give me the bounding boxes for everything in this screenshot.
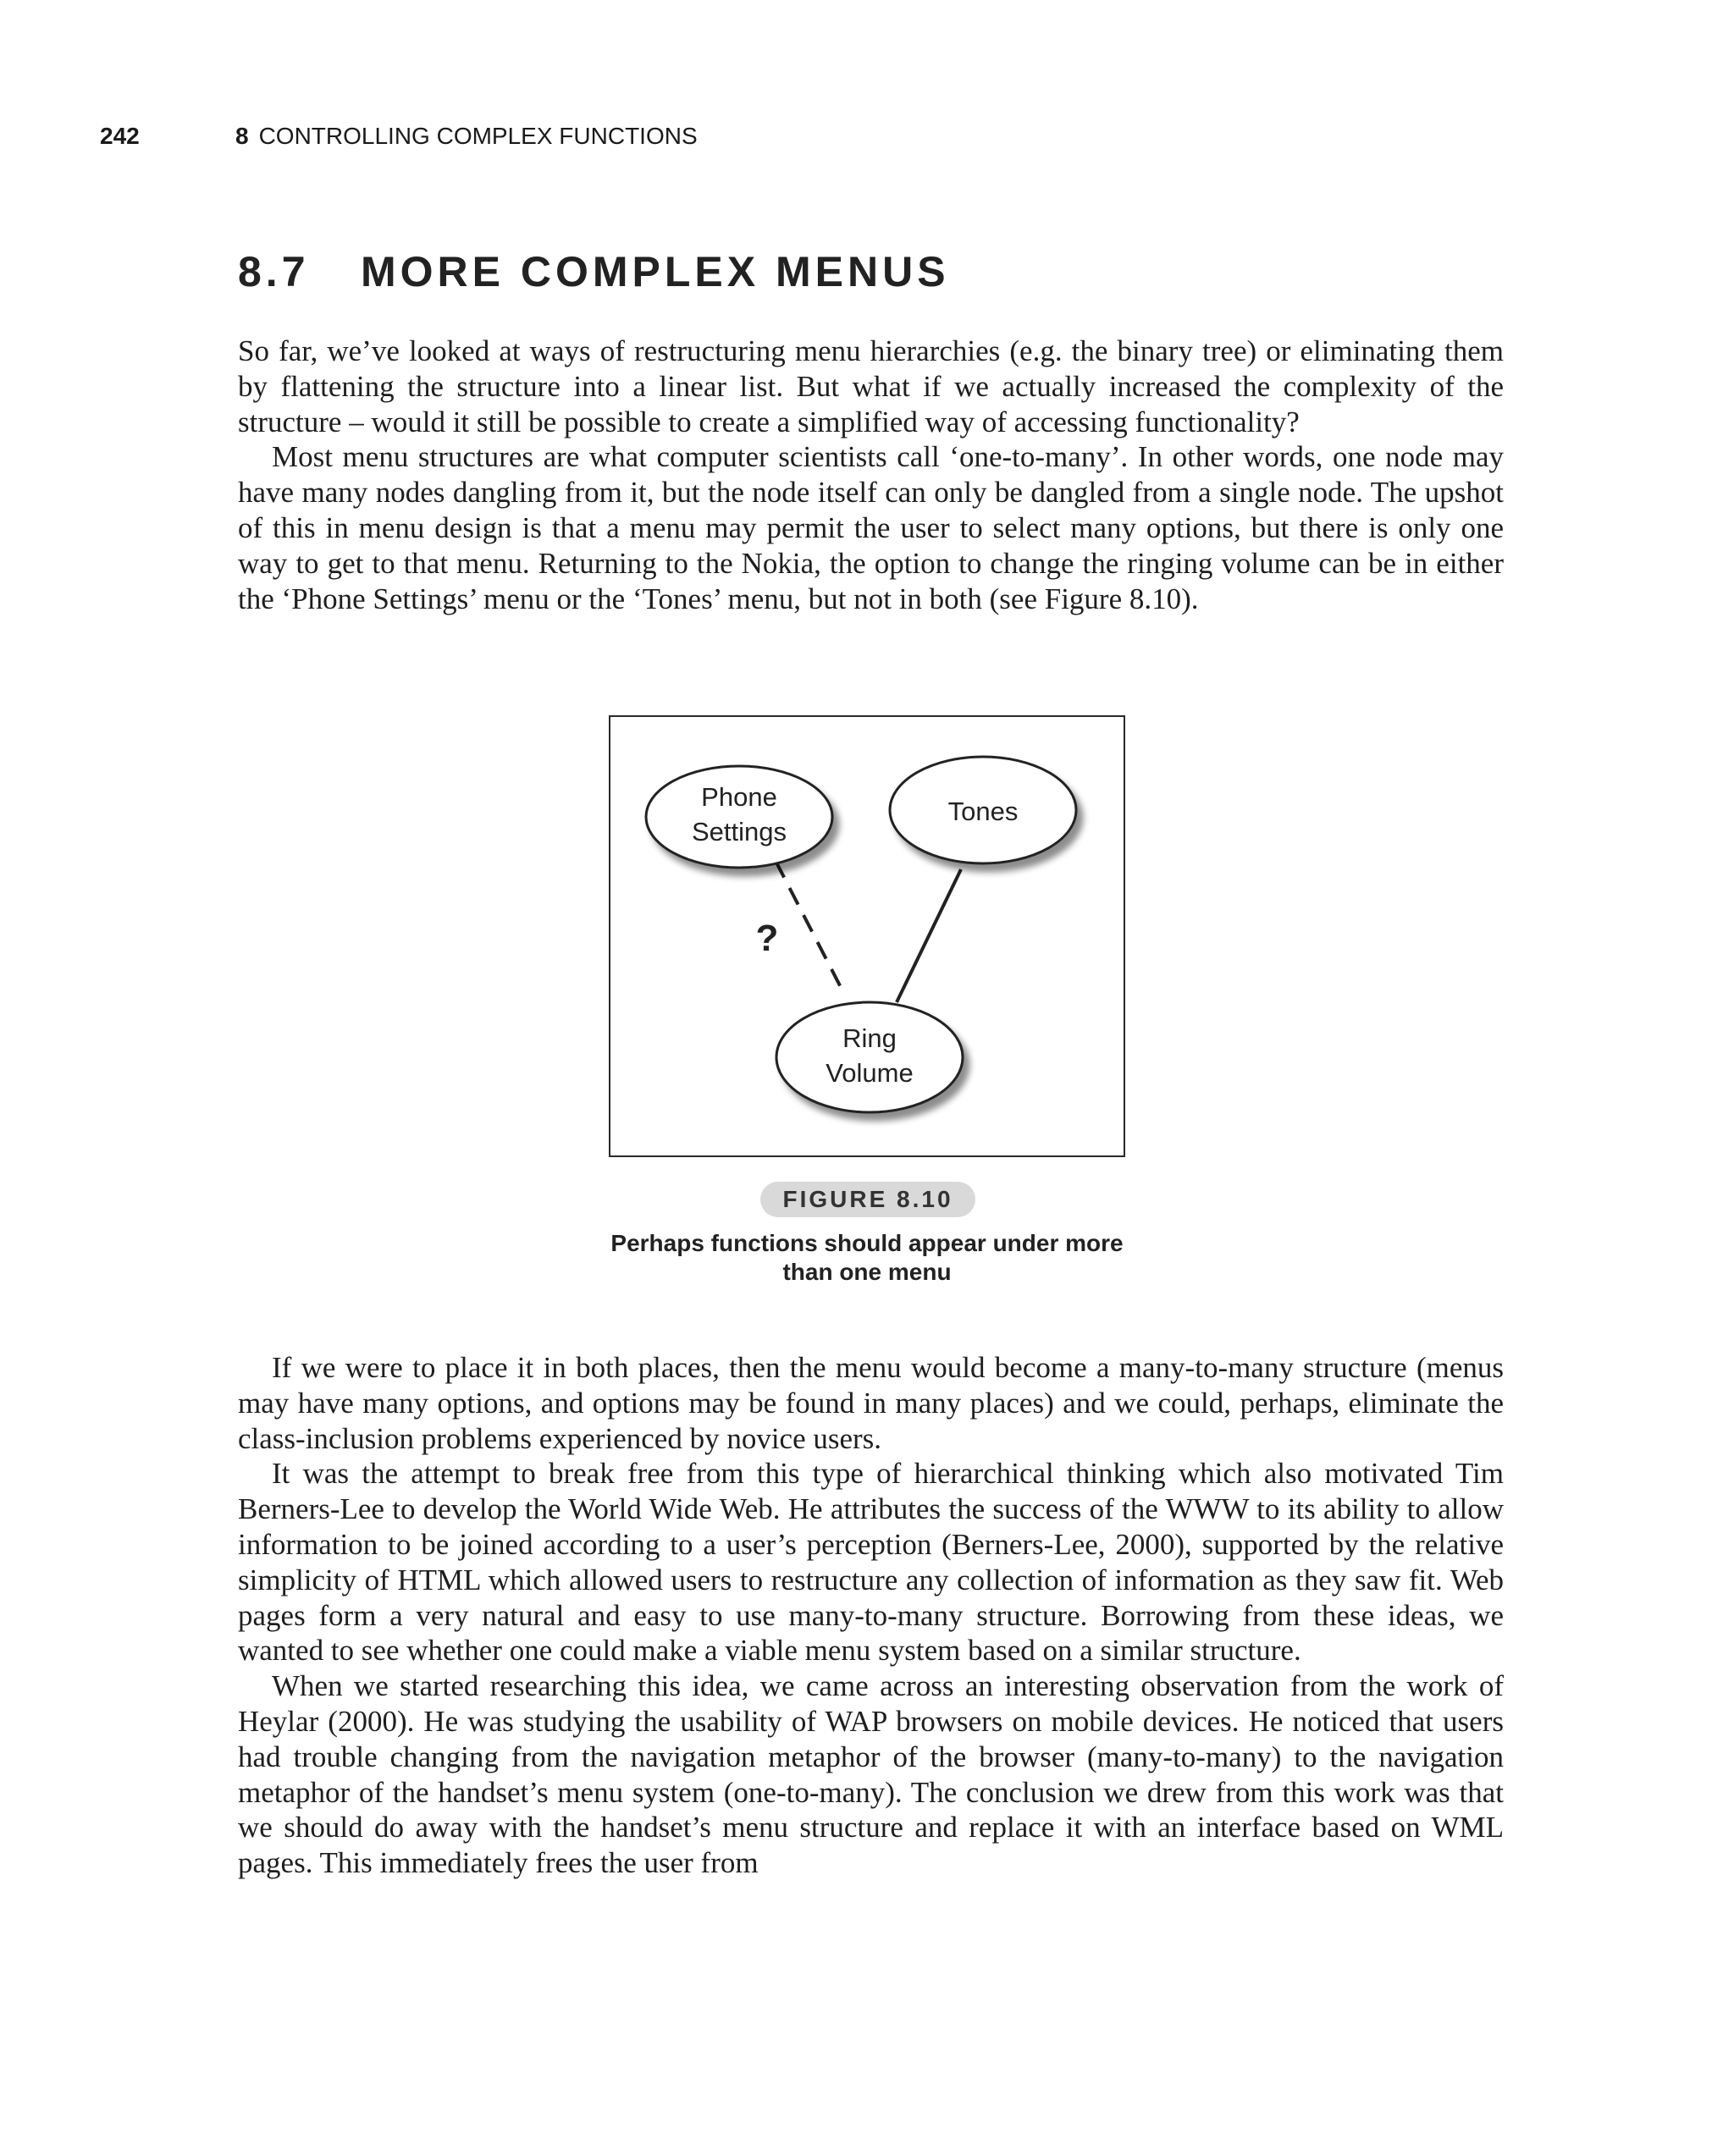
node-label: Settings bbox=[691, 817, 787, 846]
figure-caption bbox=[559, 1229, 1175, 1287]
section-heading bbox=[238, 247, 950, 296]
section-title: MORE COMPLEX MENUS bbox=[361, 248, 950, 295]
paragraph: If we were to place it in both places, then the menu would become a many-to-many structure (menus may have many options, and options may be found in many places) and we could, perhaps, eliminate the class-inclusion problems experienced by novice users. bbox=[238, 1351, 1504, 1455]
caption-line: than one menu bbox=[782, 1259, 952, 1285]
paragraph: It was the attempt to break free from this type of hierarchical thinking which also motivated Tim Berners-Lee to develop the World Wide Web. He attributes the success of the WWW to its ability to allow information to be joined according to a user’s perception (Berners-Lee, 2000), supported by the relative simplicity of HTML which allowed users to restructure any collection of information as they saw fit. Web pages form a very natural and easy to use many-to-many structure. Borrowing from these ideas, we wanted to see whether one could make a viable menu system based on a similar structure. bbox=[238, 1457, 1504, 1668]
section-number: 8.7 bbox=[238, 248, 310, 295]
node-label: Tones bbox=[947, 797, 1019, 826]
running-head bbox=[100, 123, 698, 150]
question-mark: ? bbox=[755, 918, 779, 959]
figure-label: FIGURE 8.10 bbox=[760, 1182, 975, 1217]
node-label: Phone bbox=[701, 782, 777, 812]
chapter-title: CONTROLLING COMPLEX FUNCTIONS bbox=[258, 123, 698, 149]
paragraph: When we started researching this idea, we came across an interesting observation from the work of Heylar (2000). He was studying the usability of WAP browsers on mobile devices. He noticed that users had trouble changing from the navigation metaphor of the browser (many-to-many) to the navigation metaphor of the handset’s menu system (one-to-many). The conclusion we drew from this work was that we should do away with the handset’s menu structure and replace it with an interface based on WML pages. This immediately frees the user from bbox=[238, 1669, 1504, 1880]
page-number: 242 bbox=[100, 123, 140, 149]
node-label: Ring bbox=[842, 1023, 897, 1053]
node-label: Volume bbox=[826, 1058, 914, 1088]
paragraph: Most menu structures are what computer scientists call ‘one-to-many’. In other words, one node may have many nodes dangling from it, but the node itself can only be dangled from a single node. The upshot of this in menu design is that a menu may permit the user to select many options, but there is only one way to get to that menu. Returning to the Nokia, the option to change the ringing volume can be in either the ‘Phone Settings’ menu or the ‘Tones’ menu, but not in both (see Figure 8.10). bbox=[238, 440, 1504, 615]
caption-line: Perhaps functions should appear under more bbox=[610, 1230, 1124, 1256]
solid-connector bbox=[897, 869, 961, 1002]
dashed-connector bbox=[776, 861, 844, 994]
paragraph: So far, we’ve looked at ways of restructuring menu hierarchies (e.g. the binary tree) or eliminating them by flattening the structure into a linear list. But what if we actually increased the complexity of the structure – would it still be possible to create a simplified way of accessing functionality? bbox=[238, 334, 1504, 438]
body-text-after-figure bbox=[238, 1350, 1504, 1881]
phone-settings-node bbox=[646, 766, 832, 868]
figure-8-10-diagram bbox=[609, 715, 1125, 1157]
ring-volume-node bbox=[776, 1002, 963, 1112]
chapter-number: 8 bbox=[235, 123, 249, 149]
menu-structure-diagram bbox=[610, 717, 1124, 1155]
tones-node bbox=[890, 757, 1076, 863]
body-text-before-figure bbox=[238, 334, 1504, 616]
